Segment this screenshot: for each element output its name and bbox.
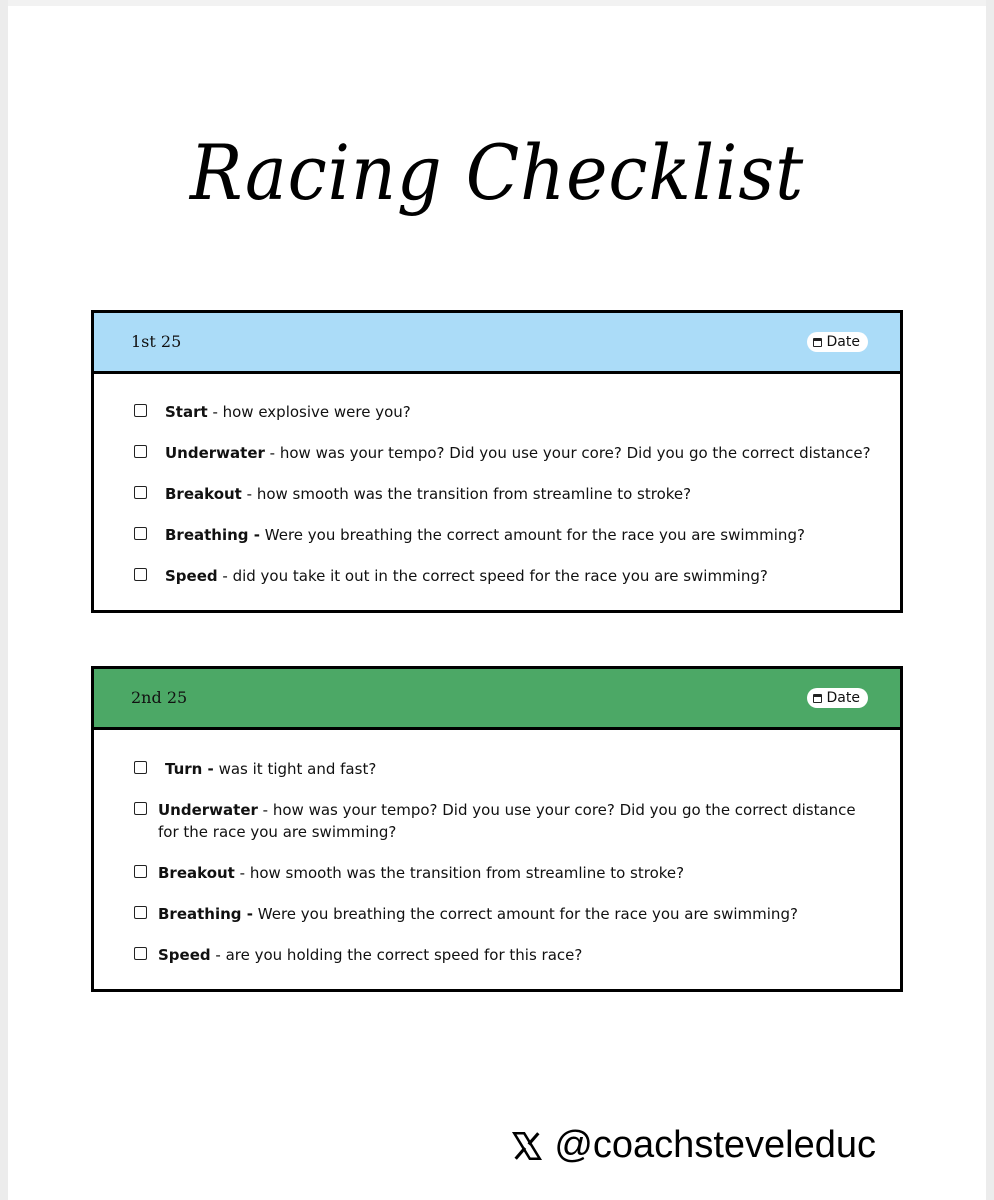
checklist-item-underwater [134,799,880,843]
frame-left [0,0,8,1200]
item-text: Underwater - how was your tempo? Did you use your core? Did you go the correct distance? [165,444,871,462]
checkbox[interactable] [134,404,147,417]
page-title: Racing Checklist [189,128,805,217]
checklist-item-turn [134,758,880,780]
checklist-item-breakout [134,862,880,884]
calendar-icon [813,338,822,347]
card-title: 2nd 25 [131,688,188,707]
date-button[interactable] [807,688,868,708]
checkbox[interactable] [134,802,147,815]
item-text: Underwater - how was your tempo? Did you use your core? Did you go the correct distance for the race you are swimming? [158,801,856,841]
checkbox[interactable] [134,865,147,878]
item-text: Breakout - how smooth was the transition from streamline to stroke? [165,485,692,503]
item-text: Breathing - Were you breathing the correct amount for the race you are swimming? [158,905,798,923]
checkbox[interactable] [134,761,147,774]
item-text: Breathing - Were you breathing the correct amount for the race you are swimming? [165,526,805,544]
item-text: Speed - did you take it out in the correct speed for the race you are swimming? [165,567,768,585]
checklist-card-2nd-25 [91,666,903,992]
social-handle [510,1124,876,1167]
checklist-item-start [134,401,880,423]
item-text: Turn - was it tight and fast? [165,760,377,778]
checklist-item-speed [134,565,880,587]
checkbox[interactable] [134,527,147,540]
checklist-item-speed [134,944,880,966]
date-label: Date [826,334,860,350]
card-title: 1st 25 [131,332,182,351]
calendar-icon [813,694,822,703]
card-header [94,313,900,374]
date-label: Date [826,690,860,706]
card-header [94,669,900,730]
handle-text[interactable]: @coachsteveleduc [554,1124,876,1166]
checklist-item-breakout [134,483,880,505]
checkbox[interactable] [134,906,147,919]
checkbox[interactable] [134,947,147,960]
item-text: Breakout - how smooth was the transition from streamline to stroke? [158,864,685,882]
checklist-item-breathing [134,903,880,925]
x-logo-icon [510,1129,544,1163]
frame-right [986,0,994,1200]
item-text: Start - how explosive were you? [165,403,411,421]
checkbox[interactable] [134,486,147,499]
checklist-item-underwater [134,442,880,464]
checklist-card-1st-25 [91,310,903,613]
checklist-item-breathing [134,524,880,546]
item-text: Speed - are you holding the correct speed for this race? [158,946,583,964]
checkbox[interactable] [134,445,147,458]
date-button[interactable] [807,332,868,352]
frame-top [0,0,994,6]
checkbox[interactable] [134,568,147,581]
